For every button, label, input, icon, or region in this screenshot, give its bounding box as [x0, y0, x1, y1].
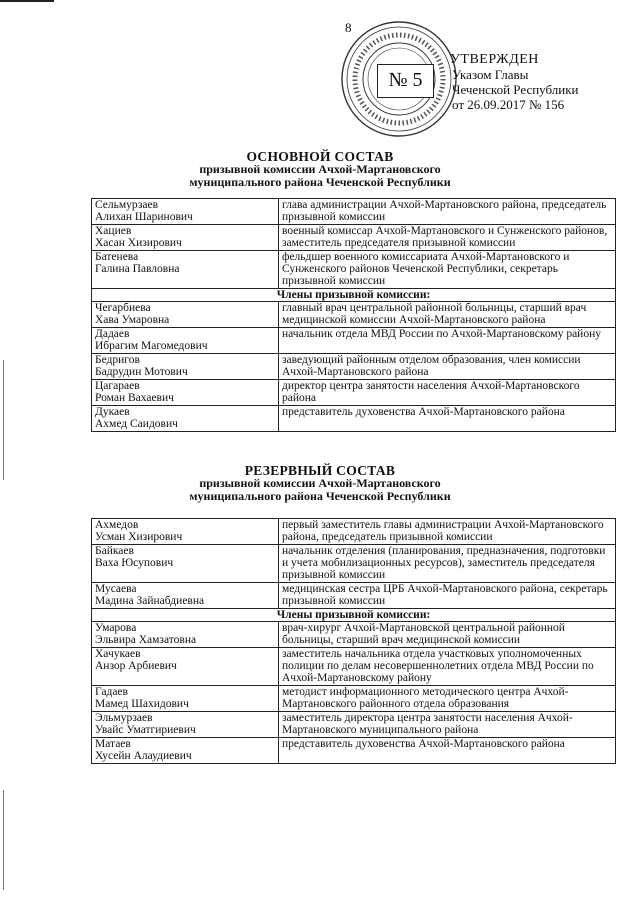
- member-given-name: Мадина Зайнабдиевна: [95, 595, 205, 607]
- member-surname: Умарова: [95, 622, 137, 634]
- main-composition-table: [91, 198, 616, 432]
- member-surname: Дукаев: [95, 406, 130, 418]
- member-surname: Хачукаев: [95, 648, 141, 660]
- table-row: [92, 622, 616, 648]
- reserve-composition-subtitle: призывной комиссии Ачхой-Мартановского: [199, 476, 441, 490]
- member-given-name: Ибрагим Магомедович: [95, 340, 208, 352]
- table-row: [92, 225, 616, 251]
- member-given-name: Хава Умаровна: [95, 314, 170, 326]
- table-row: [92, 738, 616, 764]
- table-row: [92, 328, 616, 354]
- reserve-composition-heading: [0, 464, 640, 503]
- reserve-composition-table: [91, 518, 616, 764]
- member-surname: Цагараев: [95, 380, 140, 392]
- member-role-cell: военный комиссар Ачхой-Мартановского и Сунженского районов, заместитель председателя призывной комиссии: [279, 225, 616, 251]
- scan-margin-mark: [3, 790, 4, 890]
- member-role-cell: директор центра занятости населения Ачхой-Мартановского района: [279, 380, 616, 406]
- section-row: [92, 609, 616, 622]
- member-role-cell: начальник отдела МВД России по Ачхой-Мартановскому району: [279, 328, 616, 354]
- member-role-cell: представитель духовенства Ачхой-Мартановского района: [279, 406, 616, 432]
- member-given-name: Галина Павловна: [95, 263, 180, 275]
- member-given-name: Хусейн Алаудиевич: [95, 750, 192, 762]
- member-role-cell: медицинская сестра ЦРБ Ачхой-Мартановского района, секретарь призывной комиссии: [279, 583, 616, 609]
- member-role-cell: врач-хирург Ачхой-Мартановской центральной районной больницы, старший врач медицинской комиссии: [279, 622, 616, 648]
- member-given-name: Бадрудин Мотович: [95, 366, 188, 378]
- table-row: [92, 406, 616, 432]
- member-name-cell: [92, 686, 279, 712]
- approval-title: УТВЕРЖДЕН: [450, 52, 539, 67]
- member-given-name: Усман Хизирович: [95, 531, 183, 543]
- page-number: 8: [345, 20, 352, 35]
- member-surname: Сельмурзаев: [95, 199, 158, 211]
- members-section-title: Члены призывной комиссии:: [92, 289, 616, 302]
- member-surname: Чегарбиева: [95, 302, 151, 314]
- section-row: [92, 289, 616, 302]
- table-row: [92, 199, 616, 225]
- table-row: [92, 380, 616, 406]
- member-name-cell: [92, 519, 279, 545]
- member-given-name: Ахмед Саидович: [95, 418, 178, 430]
- member-role-cell: первый заместитель главы администрации Ачхой-Мартановского района, председатель призывной комиссии: [279, 519, 616, 545]
- member-given-name: Увайс Уматгириевич: [95, 724, 196, 736]
- member-name-cell: [92, 583, 279, 609]
- member-given-name: Мамед Шахидович: [95, 698, 189, 710]
- member-name-cell: [92, 251, 279, 289]
- member-name-cell: [92, 380, 279, 406]
- member-surname: Ахмедов: [95, 519, 139, 531]
- member-role-cell: фельдшер военного комиссариата Ачхой-Мартановского и Сунженского районов Чеченской Республики, секретарь призывной комиссии: [279, 251, 616, 289]
- main-composition-heading: [0, 150, 640, 189]
- approval-line: Чеченской Республики: [452, 82, 579, 97]
- table-row: [92, 648, 616, 686]
- member-given-name: Ваха Юсупович: [95, 557, 174, 569]
- member-role-cell: представитель духовенства Ачхой-Мартановского района: [279, 738, 616, 764]
- member-role-cell: заместитель начальника отдела участковых уполномоченных полиции по делам несовершеннолетних отдела МВД России по Ачхой-Мартановскому району: [279, 648, 616, 686]
- scan-margin-mark: [3, 360, 4, 480]
- table-row: [92, 545, 616, 583]
- member-surname: Дадаев: [95, 328, 130, 340]
- table-row: [92, 583, 616, 609]
- table-row: [92, 519, 616, 545]
- main-composition-subtitle: муниципального района Чеченской Республики: [189, 175, 451, 189]
- member-surname: Матаев: [95, 738, 131, 750]
- member-role-cell: заведующий районным отделом образования, член комиссии Ачхой-Мартановского района: [279, 354, 616, 380]
- approval-line: Указом Главы: [452, 67, 529, 82]
- member-surname: Эльмурзаев: [95, 712, 153, 724]
- approval-date: от 26.09.2017 № 156: [452, 97, 565, 112]
- member-surname: Байкаев: [95, 545, 134, 557]
- main-composition-title: ОСНОВНОЙ СОСТАВ: [246, 149, 394, 164]
- member-name-cell: [92, 328, 279, 354]
- table-row: [92, 686, 616, 712]
- member-surname: Мусаева: [95, 583, 137, 595]
- member-name-cell: [92, 622, 279, 648]
- member-surname: Гадаев: [95, 686, 128, 698]
- member-name-cell: [92, 406, 279, 432]
- member-surname: Бедригов: [95, 354, 140, 366]
- member-role-cell: методист информационного методического центра Ачхой-Мартановского районного отдела образования: [279, 686, 616, 712]
- member-name-cell: [92, 648, 279, 686]
- reserve-composition-subtitle: муниципального района Чеченской Республики: [189, 489, 451, 503]
- member-name-cell: [92, 712, 279, 738]
- table-row: [92, 712, 616, 738]
- member-name-cell: [92, 225, 279, 251]
- member-role-cell: начальник отделения (планирования, предназначения, подготовки и учета мобилизационных ресурсов), заместитель председателя призывной комиссии: [279, 545, 616, 583]
- table-row: [92, 354, 616, 380]
- member-given-name: Роман Вахаевич: [95, 392, 174, 404]
- member-name-cell: [92, 738, 279, 764]
- member-name-cell: [92, 302, 279, 328]
- member-name-cell: [92, 354, 279, 380]
- member-given-name: Эльвира Хамзатовна: [95, 634, 197, 646]
- registry-stamp: № 5: [377, 64, 434, 98]
- reserve-composition-title: РЕЗЕРВНЫЙ СОСТАВ: [244, 463, 396, 478]
- member-role-cell: глава администрации Ачхой-Мартановского района, председатель призывной комиссии: [279, 199, 616, 225]
- table-row: [92, 302, 616, 328]
- header-rule: [0, 0, 54, 2]
- approval-block: [452, 52, 579, 112]
- main-composition-subtitle: призывной комиссии Ачхой-Мартановского: [199, 162, 441, 176]
- member-name-cell: [92, 545, 279, 583]
- member-surname: Батенева: [95, 251, 139, 263]
- member-surname: Хациев: [95, 225, 132, 237]
- member-name-cell: [92, 199, 279, 225]
- table-row: [92, 251, 616, 289]
- member-given-name: Хасан Хизирович: [95, 237, 182, 249]
- members-section-title: Члены призывной комиссии:: [92, 609, 616, 622]
- member-given-name: Алихан Шаринович: [95, 211, 193, 223]
- member-role-cell: главный врач центральной районной больницы, старший врач медицинской комиссии Ачхой-Мартановского района: [279, 302, 616, 328]
- member-role-cell: заместитель директора центра занятости населения Ачхой-Мартановского муниципального района: [279, 712, 616, 738]
- member-given-name: Анзор Арбиевич: [95, 660, 177, 672]
